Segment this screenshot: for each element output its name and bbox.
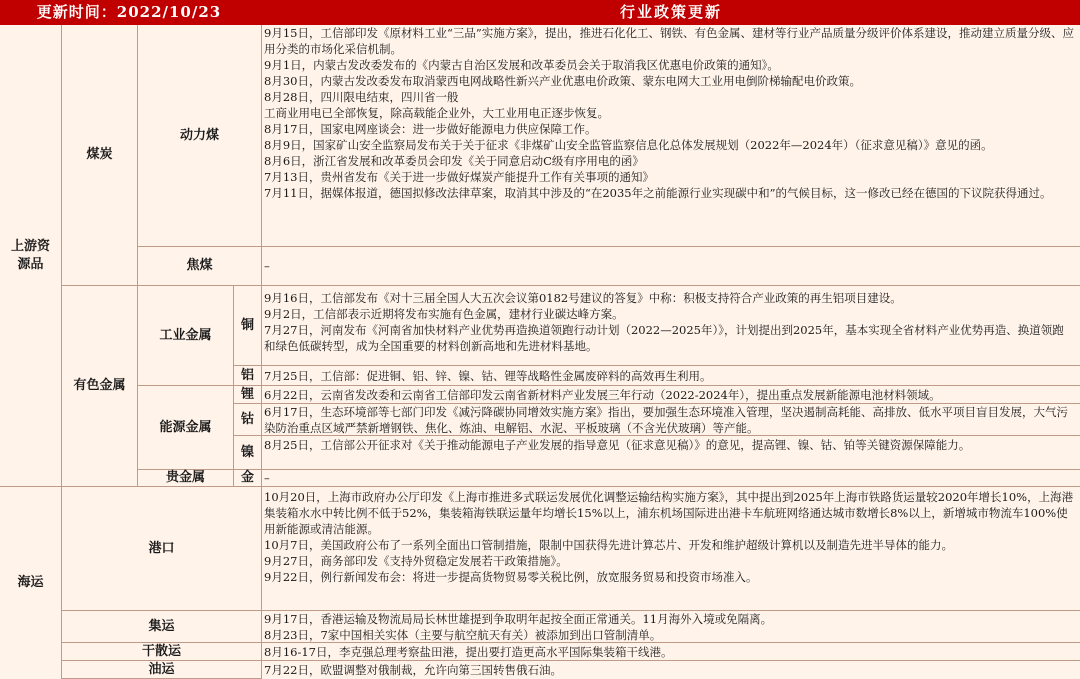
divider [0, 486, 1080, 487]
section-upstream [0, 25, 62, 487]
metal-aluminum: 铝 [234, 366, 262, 386]
policy-dry-bulk: 8月16-17日，李克强总理考察盐田港，提出要打造更高水平国际集装箱干线港。 [262, 643, 1080, 661]
metal-cobalt: 钴 [234, 404, 262, 436]
subcategory-port: 港口 [62, 487, 262, 611]
divider [261, 25, 262, 679]
subcategory-oil-shipping: 油运 [62, 661, 262, 679]
section-shipping-label: 海运 [17, 575, 44, 590]
policy-cobalt: 6月17日，生态环境部等七部门印发《减污降碳协同增效实施方案》指出，要加强生态环境准入管理，坚决遏制高耗能、高排放、低水平项目盲目发展，大气污染防治重点区域严禁新增钢铁、焦化、炼油、电解铝、水泥、平板玻璃（不含光伏玻璃）等产能。 [262, 404, 1080, 436]
category-nonferrous: 有色金属 [62, 286, 138, 487]
header-bar [0, 0, 1080, 25]
policy-copper: 9月16日，工信部发布《对十三届全国人大五次会议第0182号建议的答复》中称：积极支持符合产业政策的再生铝项目建设。 9月2日，工信部表示近期将发布实施有色金属，建材行业碳达峰方案。 7月27日，河南发布《河南省加快材料产业优势再造换道领跑行动计划（2022—2025年）》，计划提出到2025年，基本实现全省材料产业优势再造、换道领跑和绿色低碳转型，成为全国重要的材料创新高地和先进材料基地。 [262, 286, 1080, 366]
subcategory-coke: 焦煤 [138, 247, 262, 286]
policy-gold: – [262, 470, 1080, 487]
metal-gold: 金 [234, 470, 262, 487]
policy-port: 10月20日，上海市政府办公厅印发《上海市推进多式联运发展优化调整运输结构实施方案》，其中提出到2025年上海市铁路货运量较2020年增长10%，上海港集装箱水水中转比例不低于52%，集装箱海铁联运量年均增长15%以上，浦东机场国际进出港卡车航班网络通达城市数增长8%以上，新增城市物流车100%使用新能源或清洁能源。 10月7日，美国政府公布了一系列全面出口管制措施，限制中国获得先进计算芯片、开发和维护超级计算机以及制造先进半导体的能力。 9月27日，商务部印发《支持外贸稳定发展若干政策措施》。 9月22日，例行新闻发布会：将进一步提高货物贸易零关税比例，放宽服务贸易和投资市场准入。 [262, 487, 1080, 611]
section-upstream-label: 上游资源品 [10, 239, 50, 272]
subcategory-container: 集运 [62, 611, 262, 643]
metal-nickel: 镍 [234, 436, 262, 470]
subcategory-energy-metal: 能源金属 [138, 386, 234, 470]
section-shipping [0, 487, 62, 679]
policy-nickel: 8月25日，工信部公开征求对《关于推动能源电子产业发展的指导意见（征求意见稿）》的意见，提高锂、镍、钴、铂等关键资源保障能力。 [262, 436, 1080, 470]
update-time: 更新时间：2022/10/23 [36, 3, 222, 21]
policy-power-coal: 9月15日，工信部印发《原材料工业“三品”实施方案》，提出，推进石化化工、钢铁、有色金属、建材等行业产品质量分级评价体系建设，推动建立质量分级、应用分类的市场化采信机制。 9月1日，内蒙古发改委发布的《内蒙古自治区发展和改革委员会关于取消我区优惠电价政策的通知》。 8月30日，内蒙古发改委发布取消蒙西电网战略性新兴产业优惠电价政策、蒙东电网大工业用电倒阶梯输配电价政策。 8月28日，四川限电结束，四川省一般 工商业用电已全部恢复，除高载能企业外，大工业用电正逐步恢复。 8月17日，国家电网座谈会：进一步做好能源电力供应保障工作。 8月9日，国家矿山安全监察局发布关于关于征求《非煤矿山安全监管监察信息化总体发展规划（2022年—2024年）（征求意见稿）》意见的函。 8月6日，浙江省发展和改革委员会印发《关于同意启动C级有序用电的函》 7月13日，贵州省发布《关于进一步做好煤炭产能提升工作有关事项的通知》 7月11日，据媒体报道，德国拟修改法律草案，取消其中涉及的“在2035年之前能源行业实现碳中和”的气候目标，这一修改已经在德国的下议院获得通过。 [262, 25, 1080, 247]
metal-copper: 铜 [234, 286, 262, 366]
subcategory-power-coal: 动力煤 [138, 25, 262, 247]
metal-lithium: 锂 [234, 386, 262, 404]
policy-container: 9月17日，香港运输及物流局局长林世雄提到争取明年起按全面正常通关。11月海外入境或免隔离。 8月23日，7家中国相关实体（主要与航空航天有关）被添加到出口管制清单。 [262, 611, 1080, 643]
subcategory-industrial-metal: 工业金属 [138, 286, 234, 386]
policy-lithium: 6月22日，云南省发改委和云南省工信部印发云南省新材料产业发展三年行动（2022-2024年），提出重点发展新能源电池材料领域。 [262, 386, 1080, 404]
category-coal: 煤炭 [62, 25, 138, 286]
table-title: 行业政策更新 [619, 3, 722, 21]
subcategory-precious-metal: 贵金属 [138, 470, 234, 487]
policy-aluminum: 7月25日，工信部：促进铜、铝、锌、镍、钴、锂等战略性金属废碎料的高效再生利用。 [262, 366, 1080, 386]
policy-coke: – [262, 247, 1080, 286]
subcategory-dry-bulk: 干散运 [62, 643, 262, 661]
policy-oil-shipping: 7月22日，欧盟调整对俄制裁，允许向第三国转售俄石油。 [264, 663, 562, 677]
